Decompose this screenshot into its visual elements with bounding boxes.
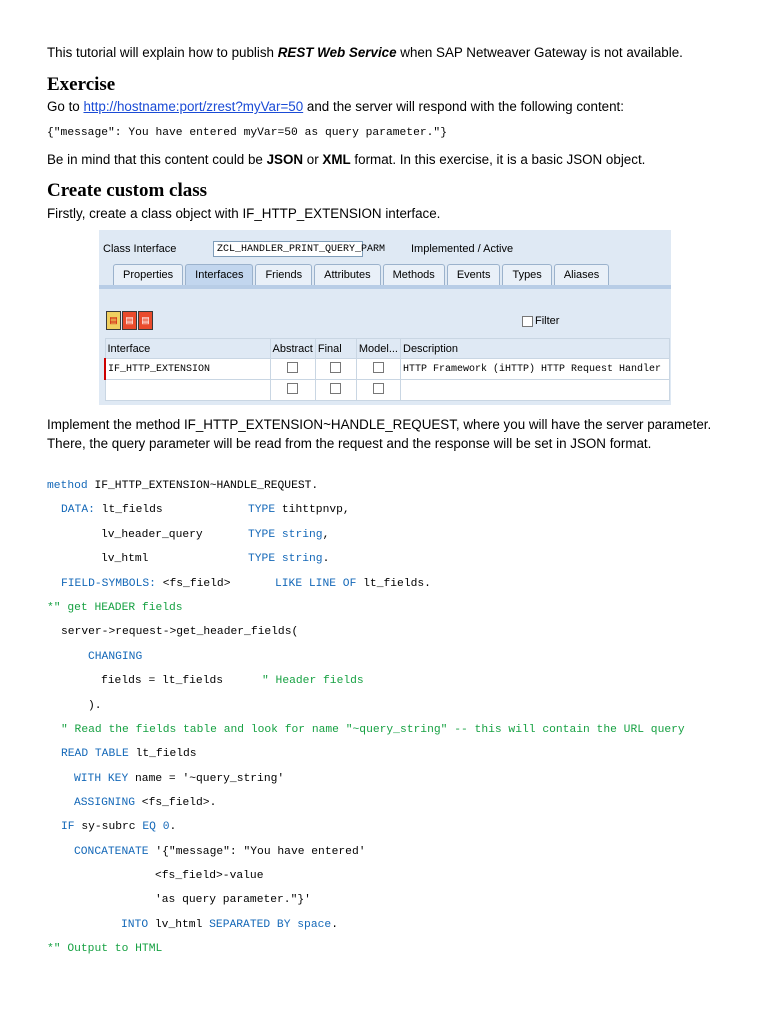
tab-friends[interactable]: Friends [255, 264, 312, 285]
delete-row-icon[interactable]: ▤ [122, 311, 137, 330]
intro-emphasis: REST Web Service [277, 45, 397, 60]
note-pre: Be in mind that this content could be [47, 152, 267, 167]
intro-text-2: when SAP Netweaver Gateway is not available. [396, 45, 683, 60]
json-sample: {"message": You have entered myVar=50 as query parameter."} [47, 127, 447, 139]
col-abstract: Abstract [270, 339, 315, 359]
code-line: FIELD-SYMBOLS: <fs_field> [61, 578, 231, 590]
code-line: TYPE string, [248, 529, 330, 541]
note-json: JSON [266, 152, 304, 167]
goto-text-pre: Go to [47, 99, 84, 114]
modeled-checkbox[interactable] [356, 359, 400, 380]
filter-checkbox-box[interactable] [522, 316, 533, 327]
code-line: lv_html [101, 553, 149, 565]
code-line: fields = lt_fields [101, 675, 224, 687]
filter-label: Filter [535, 315, 560, 327]
row-description-cell: HTTP Framework (iHTTP) HTTP Request Handler [401, 359, 670, 380]
create-class-heading: Create custom class [47, 180, 208, 201]
code-line: 'as query parameter."}' [155, 894, 311, 906]
code-line: server->request->get_header_fields( [61, 626, 299, 638]
class-tabs [113, 264, 611, 286]
abstract-checkbox[interactable] [270, 359, 315, 380]
code-comment: " Header fields [262, 675, 364, 687]
implement-paragraph: Implement the method IF_HTTP_EXTENSION~HANDLE_REQUEST, where you will have the server parameter. There, the query parameter will be read from the request and the response will be set in JSON format. [47, 417, 712, 451]
class-status: Implemented / Active [411, 243, 514, 255]
code-comment: " Read the fields table and look for name "~query_string" -- this will contain the URL query [61, 724, 685, 736]
col-interface: Interface [105, 339, 270, 359]
note-or: or [303, 152, 323, 167]
tab-strip-divider [99, 285, 671, 289]
code-line: WITH KEY name = '~query_string' [74, 773, 285, 785]
table-row[interactable] [105, 380, 670, 401]
modeled-checkbox[interactable] [356, 380, 400, 401]
tab-attributes[interactable]: Attributes [314, 264, 380, 285]
col-final: Final [315, 339, 356, 359]
goto-paragraph [47, 97, 624, 116]
sap-class-builder-screenshot [99, 230, 671, 405]
intro-paragraph [47, 43, 683, 62]
note-xml: XML [322, 152, 351, 167]
example-url-link[interactable]: http://hostname:port/zrest?myVar=50 [83, 99, 304, 114]
intro-text-1: This tutorial will explain how to publish [47, 45, 278, 60]
code-line: TYPE tihttpnvp, [248, 504, 350, 516]
code-line: INTO lv_html SEPARATED BY space. [121, 919, 338, 931]
abstract-checkbox[interactable] [270, 380, 315, 401]
table-header-row [105, 339, 670, 359]
col-description: Description [401, 339, 670, 359]
insert-row-icon[interactable]: ▤ [106, 311, 121, 330]
interfaces-table [104, 338, 670, 401]
create-class-text: Firstly, create a class object with IF_HTTP_EXTENSION interface. [47, 206, 441, 221]
class-interface-label: Class Interface [103, 243, 177, 255]
final-checkbox[interactable] [315, 380, 356, 401]
tab-events[interactable]: Events [447, 264, 501, 285]
format-note [47, 150, 645, 169]
code-line: CONCATENATE '{"message": "You have entered' [74, 846, 366, 858]
code-line: IF sy-subrc EQ 0. [61, 821, 177, 833]
empty-interface-cell[interactable] [105, 380, 270, 401]
row-interface-cell[interactable]: IF_HTTP_EXTENSION [105, 359, 270, 380]
filter-checkbox[interactable] [522, 315, 559, 327]
tab-aliases[interactable]: Aliases [554, 264, 609, 285]
note-post: format. In this exercise, it is a basic JSON object. [350, 152, 646, 167]
code-line: TYPE string. [248, 553, 330, 565]
code-line: LIKE LINE OF lt_fields. [275, 578, 431, 590]
code-comment: *" Output to HTML [47, 943, 163, 955]
tab-properties[interactable]: Properties [113, 264, 183, 285]
code-line: <fs_field>-value [155, 870, 264, 882]
col-modeled: Model... [356, 339, 400, 359]
exercise-heading: Exercise [47, 74, 116, 95]
code-line: CHANGING [88, 651, 143, 663]
empty-description-cell [401, 380, 670, 401]
code-comment: *" get HEADER fields [47, 602, 183, 614]
tab-methods[interactable]: Methods [383, 264, 445, 285]
grid-toolbar [106, 311, 153, 330]
tab-types[interactable]: Types [502, 264, 551, 285]
code-line: ASSIGNING <fs_field>. [74, 797, 217, 809]
goto-text-post: and the server will respond with the following content: [303, 99, 624, 114]
copy-row-icon[interactable]: ▤ [138, 311, 153, 330]
final-checkbox[interactable] [315, 359, 356, 380]
class-interface-field[interactable]: ZCL_HANDLER_PRINT_QUERY_PARM [213, 241, 363, 257]
table-row[interactable] [105, 359, 670, 380]
code-line: READ TABLE lt_fields [61, 748, 197, 760]
code-line: lv_header_query [101, 529, 203, 541]
code-line: method IF_HTTP_EXTENSION~HANDLE_REQUEST. [47, 480, 319, 492]
tab-interfaces[interactable]: Interfaces [185, 264, 253, 285]
code-line: DATA: lt_fields [61, 504, 163, 516]
code-line: ). [88, 700, 102, 712]
